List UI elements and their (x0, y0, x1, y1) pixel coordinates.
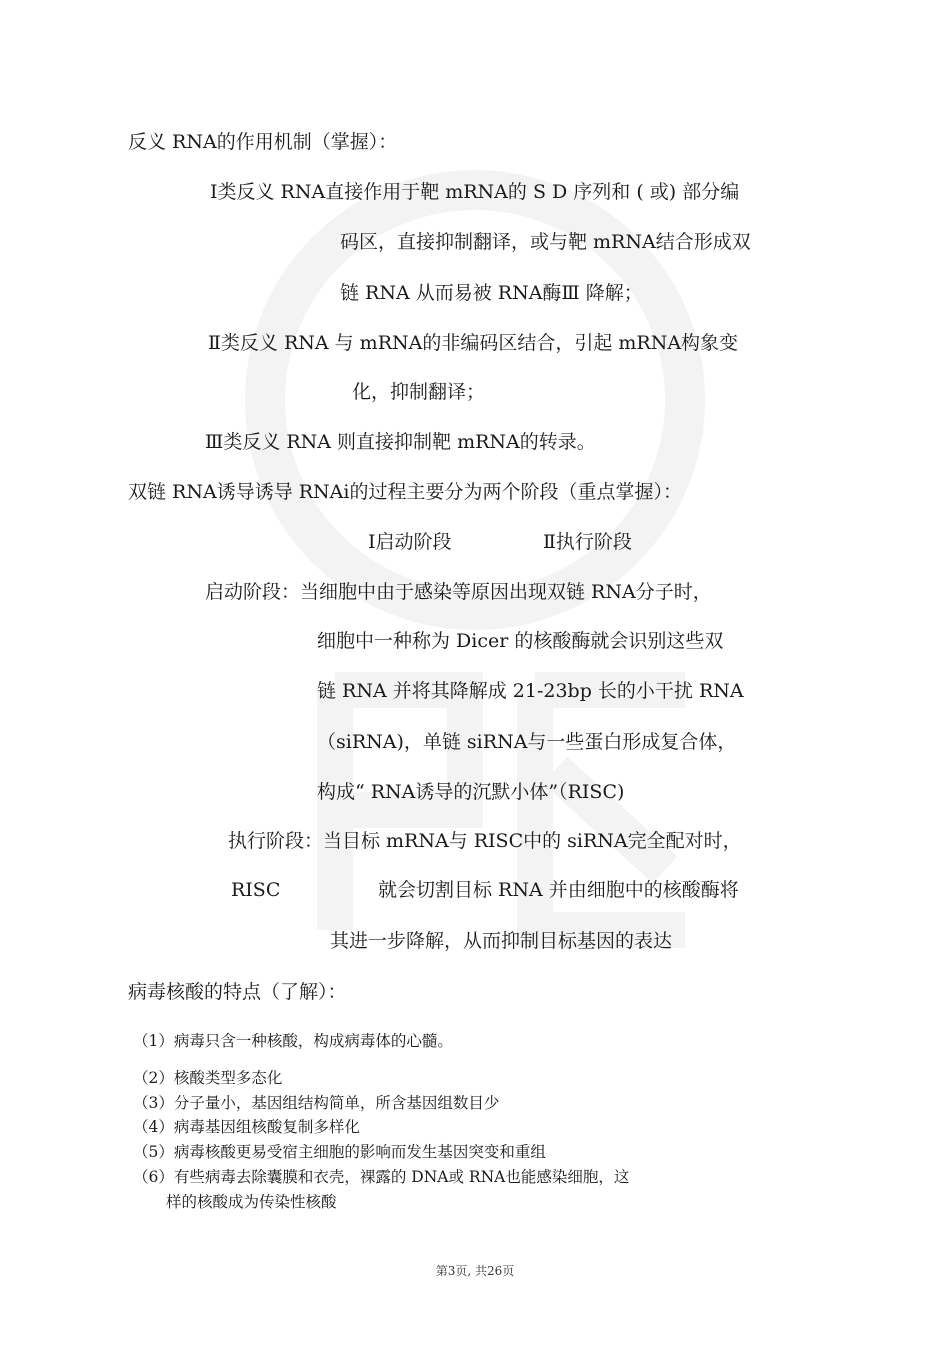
exec-line2-label: RISC (231, 879, 281, 901)
class1-line1: Ⅰ类反义 RNA直接作用于靶 mRNA的 S D 序列和 ( 或) 部分编 (210, 181, 740, 203)
list-item: （4）病毒基因组核酸复制多样化 (133, 1118, 360, 1136)
class1-line3: 链 RNA 从而易被 RNA酶Ⅲ 降解； (340, 282, 643, 304)
list-item: （1）病毒只含一种核酸，构成病毒体的心髓。 (133, 1032, 453, 1050)
list-item: （2）核酸类型多态化 (133, 1069, 283, 1087)
exec-line3: 其进一步降解，从而抑制目标基因的表达 (330, 930, 673, 952)
start-line1: 启动阶段：当细胞中由于感染等原因出现双链 RNA分子时， (205, 581, 712, 603)
class2-line1: Ⅱ类反义 RNA 与 mRNA的非编码区结合，引起 mRNA构象变 (208, 332, 739, 354)
class1-line2: 码区，直接抑制翻译，或与靶 mRNA结合形成双 (340, 231, 751, 253)
exec-line2: 就会切割目标 RNA 并由细胞中的核酸酶将 (378, 879, 739, 901)
section-heading-antisense: 反义 RNA的作用机制（掌握）： (128, 131, 398, 153)
start-line4: （siRNA)，单链 siRNA与一些蛋白形成复合体， (317, 731, 737, 753)
stage1-label: Ⅰ启动阶段 (368, 531, 452, 553)
page-number: 第3页, 共26页 (435, 1264, 515, 1278)
start-line3: 链 RNA 并将其降解成 21-23bp 长的小干扰 RNA (317, 680, 744, 702)
start-line5: 构成“ RNA诱导的沉默小体”（RISC) (317, 781, 625, 803)
list-item: （3）分子量小，基因组结构简单，所含基因组数目少 (133, 1094, 500, 1112)
class3-line1: Ⅲ类反义 RNA 则直接抑制靶 mRNA的转录。 (205, 431, 596, 453)
list-item: （5）病毒核酸更易受宿主细胞的影响而发生基因突变和重组 (133, 1143, 546, 1161)
stage2-label: Ⅱ执行阶段 (543, 531, 632, 553)
section-heading-virus: 病毒核酸的特点（了解）： (128, 981, 347, 1003)
exec-line1: 执行阶段：当目标 mRNA与 RISC中的 siRNA完全配对时， (228, 830, 742, 852)
start-line2: 细胞中一种称为 Dicer 的核酸酶就会识别这些双 (317, 630, 724, 652)
list-item-continuation: 样的核酸成为传染性核酸 (166, 1193, 337, 1211)
class2-line2: 化，抑制翻译； (352, 381, 486, 403)
section-heading-rnai: 双链 RNA诱导诱导 RNAi的过程主要分为两个阶段（重点掌握）： (128, 481, 682, 503)
list-item: （6）有些病毒去除囊膜和衣壳，裸露的 DNA或 RNA也能感染细胞，这 (133, 1168, 630, 1186)
